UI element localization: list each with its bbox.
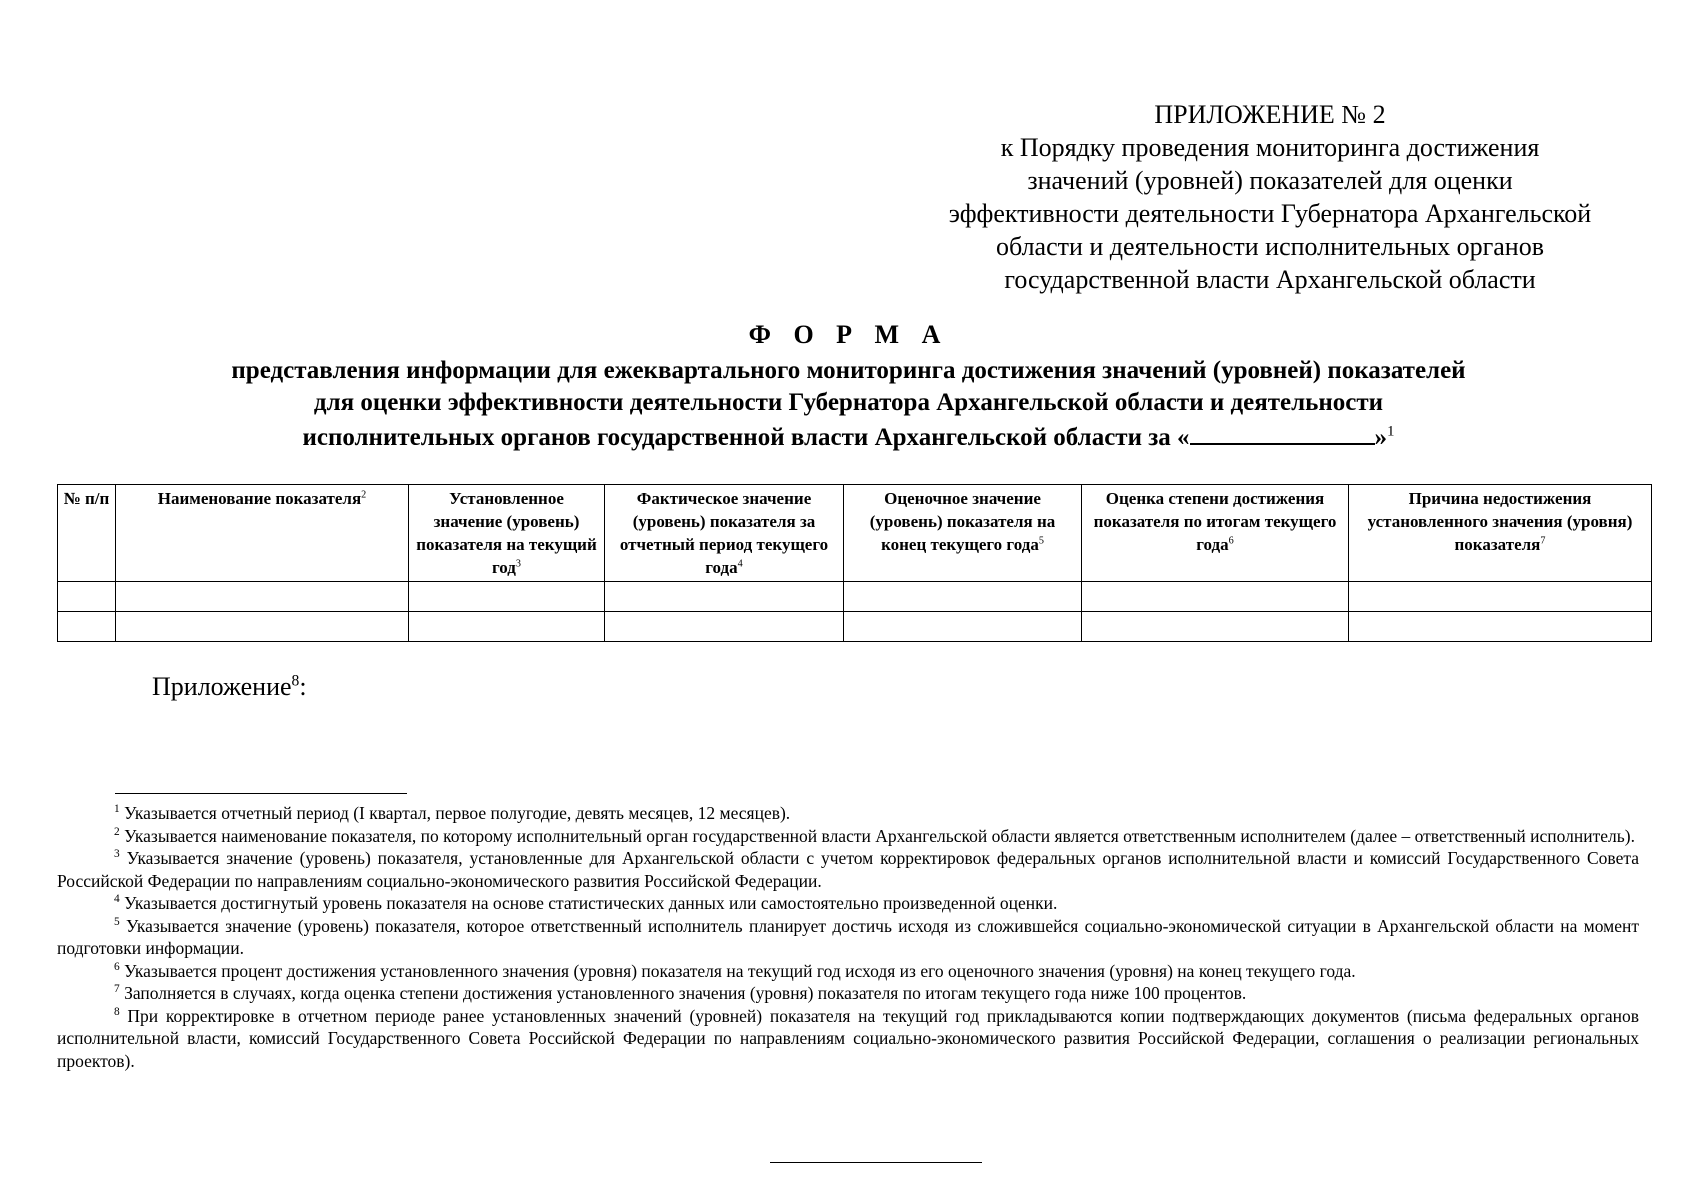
table-cell[interactable]	[1082, 612, 1349, 642]
appendix-line: к Порядку проведения мониторинга достижения	[1000, 133, 1540, 162]
col-number-header: № п/п	[58, 485, 116, 582]
table-cell[interactable]	[58, 612, 116, 642]
attachment-label: Приложение$^8$:	[152, 672, 307, 701]
footnote: $^6$ Указывается процент достижения установленного значения (уровня) показателя на текущий год исходя из его оценочного значения (уровня) на конец текущего года.	[114, 960, 1356, 981]
form-subtitle	[60, 355, 1637, 454]
form-subtitle-line-period: исполнительных органов государственной власти Архангельской области за « »$^1$	[60, 419, 1637, 454]
col-reason-header: Причина недостижения установленного значения (уровня) показателя$^7$	[1349, 485, 1652, 582]
footnote: $^2$ Указывается наименование показателя, по которому исполнительный орган государственной власти Архангельской области является ответственным исполнителем (далее – ответственный исполнитель).	[114, 825, 1635, 846]
appendix-title: ПРИЛОЖЕНИЕ № 2	[1154, 100, 1386, 129]
appendix-line: значений (уровней) показателей для оценки	[1027, 166, 1513, 195]
footnote: $^1$ Указывается отчетный период (I квартал, первое полугодие, девять месяцев, 12 месяцев).	[114, 803, 791, 823]
appendix-line: эффективности деятельности Губернатора Архангельской	[948, 199, 1592, 228]
footnote-separator	[115, 793, 407, 794]
table-cell[interactable]	[844, 582, 1082, 612]
period-blank	[1190, 419, 1375, 445]
form-title: Ф О Р М А	[748, 320, 949, 349]
table-row	[58, 582, 1652, 612]
appendix-line: области и деятельности исполнительных органов	[995, 232, 1544, 261]
table-cell[interactable]	[605, 612, 844, 642]
appendix-header	[900, 98, 1640, 296]
col-indicator-name-header: Наименование показателя$^2$	[116, 485, 409, 582]
table-cell[interactable]	[1349, 612, 1652, 642]
table-cell[interactable]	[605, 582, 844, 612]
table-cell[interactable]	[1349, 582, 1652, 612]
table-header-row	[58, 485, 1652, 582]
footnote: $^4$ Указывается достигнутый уровень показателя на основе статистических данных или самостоятельно произведенной оценки.	[114, 893, 1058, 913]
col-actual-value-header: Фактическое значение (уровень) показателя за отчетный период текущего года$^4$	[605, 485, 844, 582]
col-set-value-header: Установленное значение (уровень) показателя на текущий год$^3$	[409, 485, 605, 582]
end-separator	[770, 1162, 982, 1163]
footnote: $^8$ При корректировке в отчетном периоде ранее установленных значений (уровней) показателя на текущий год прикладываются копии подтверждающих документов (письма федеральных органов исполнительной власти, комиссий Государственного Совета Российской Федерации по направлениям социально-экономического развития Российской Федерации, соглашения о реализации региональных проектов).	[57, 1005, 1640, 1071]
footnotes	[57, 802, 1639, 1072]
form-subtitle-line: представления информации для ежеквартального мониторинга достижения значений (уровней) показателей	[231, 357, 1466, 384]
table-cell[interactable]	[409, 582, 605, 612]
footnote: $^3$ Указывается значение (уровень) показателя, установленные для Архангельской области с учетом корректировок федеральных органов исполнительной власти и комиссий Государственного Совета Российской Федерации по направлениям социально-экономического развития Российской Федерации.	[57, 848, 1639, 891]
table-cell[interactable]	[1082, 582, 1349, 612]
col-achievement-header: Оценка степени достижения показателя по итогам текущего года$^6$	[1082, 485, 1349, 582]
footnote: $^7$ Заполняется в случаях, когда оценка степени достижения установленного значения (уровня) показателя по итогам текущего года ниже 100 процентов.	[114, 983, 1247, 1003]
monitoring-table	[57, 484, 1652, 642]
col-estimated-value-header: Оценочное значение (уровень) показателя на конец текущего года$^5$	[844, 485, 1082, 582]
table-cell[interactable]	[844, 612, 1082, 642]
table-cell[interactable]	[58, 582, 116, 612]
close-quote: »	[1374, 424, 1388, 451]
form-subtitle-line: для оценки эффективности деятельности Губернатора Архангельской области и деятельности	[313, 389, 1384, 416]
table-cell[interactable]	[116, 612, 409, 642]
table-cell[interactable]	[116, 582, 409, 612]
footnote: $^5$ Указывается значение (уровень) показателя, которое ответственный исполнитель планирует достичь исходя из сложившейся социально-экономической ситуации в Архангельской области на момент подготовки информации.	[57, 915, 1639, 958]
footnote-ref: 1	[1387, 423, 1395, 440]
table-row	[58, 612, 1652, 642]
appendix-line: государственной власти Архангельской области	[1004, 265, 1536, 294]
table-cell[interactable]	[409, 612, 605, 642]
